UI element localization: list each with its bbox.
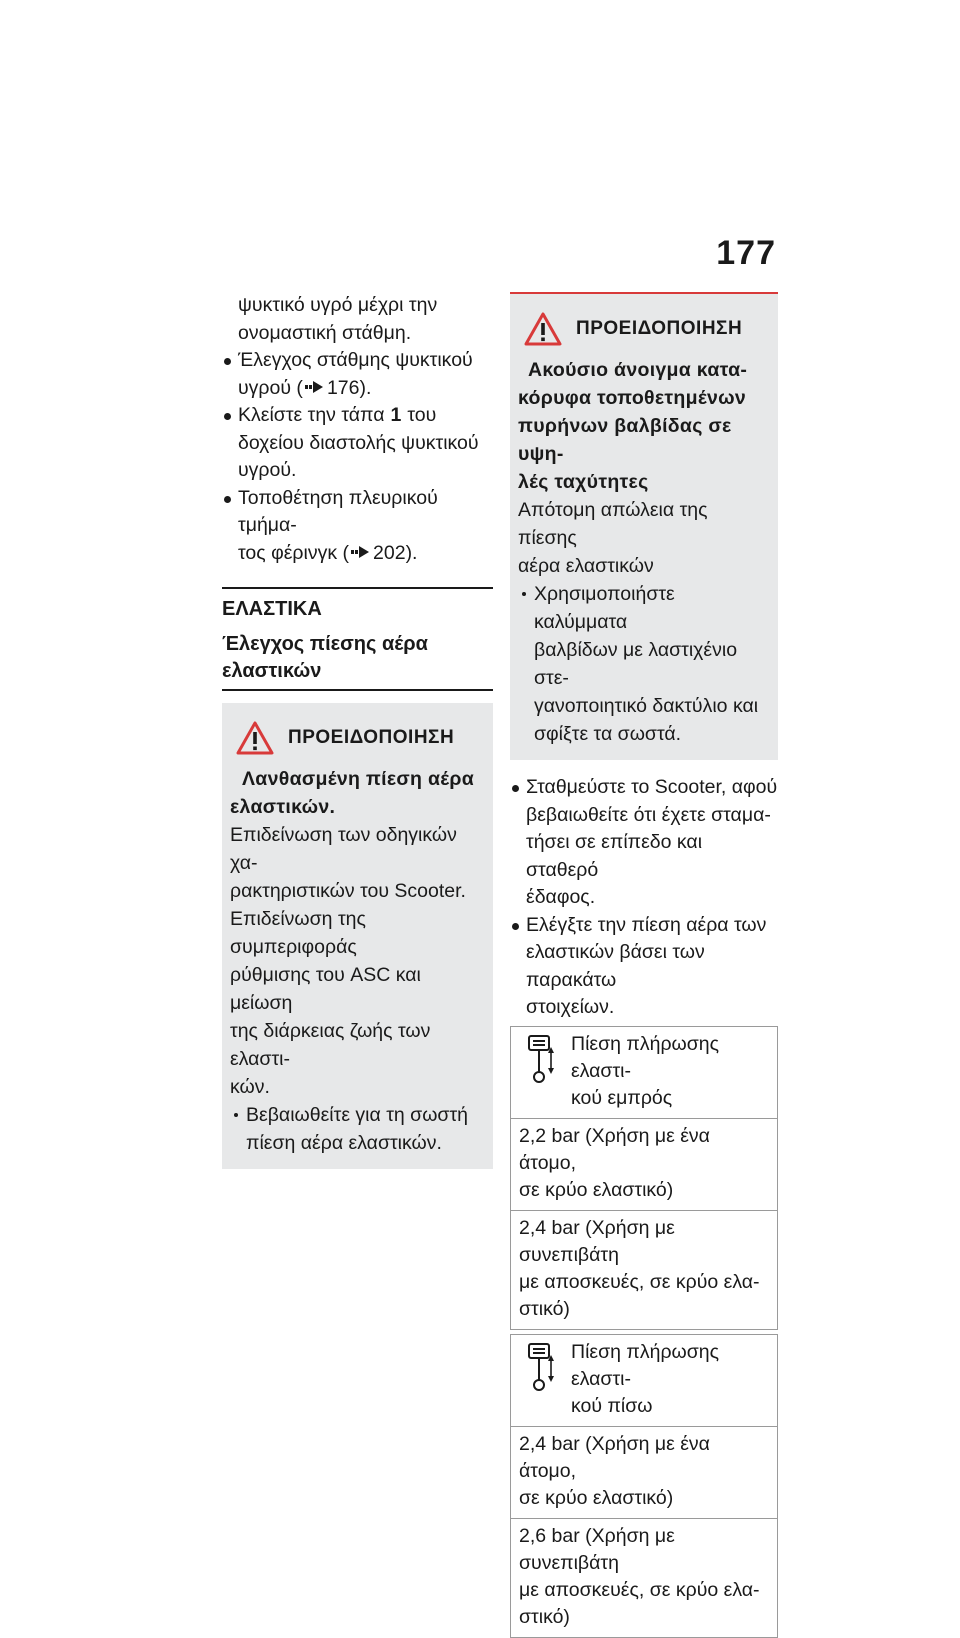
bullet-coolant-level: Έλεγχος στάθμης ψυκτικού υγρού ( 176).: [222, 347, 493, 402]
table-row: 2,4 bar (Χρήση με ένα άτομο, σε κρύο ελαστικό): [511, 1426, 777, 1518]
page-reference[interactable]: 202: [373, 541, 406, 564]
bullet-park-scooter: Σταθμεύστε το Scooter, αφού βεβαιωθείτε ότι έχετε σταμα- τήσει σε επίπεδο και σταθερό έδαφος.: [510, 774, 778, 912]
table-header: Πίεση πλήρωσης ελαστι- κού πίσω: [511, 1335, 777, 1426]
front-tire-pressure-table: [510, 1026, 778, 1330]
warning-title: Ακούσιο άνοιγμα κατα- κόρυφα τοποθετημένων πυρήνων βαλβίδας σε υψη- λές ταχύτητες: [518, 359, 748, 493]
reference-arrow-icon: [351, 546, 369, 558]
warning-title: Λανθασμένη πίεση αέρα ελαστικών.: [230, 768, 475, 818]
warning-triangle-icon: [236, 721, 274, 755]
callout-number: 1: [390, 404, 402, 426]
warning-action: Χρησιμοποιήστε καλύμματα βαλβίδων με λαστιχένιο στε- γανοποιητικό δακτύλιο και σφίξτε τα σωστά.: [518, 580, 770, 748]
tire-pressure-icon: [523, 1033, 557, 1085]
table-row: 2,4 bar (Χρήση με συνεπιβάτη με αποσκευές, σε κρύο ελα- στικό): [511, 1210, 777, 1329]
rear-tire-pressure-table: [510, 1334, 778, 1638]
subsection-title: Έλεγχος πίεσης αέρα ελαστικών: [222, 633, 428, 682]
reference-arrow-icon: [305, 381, 323, 393]
tire-pressure-icon: [523, 1341, 557, 1393]
continuation-text: ψυκτικό υγρό μέχρι την ονομαστική στάθμη.: [238, 294, 438, 344]
warning-box-valve-cores: [510, 292, 778, 760]
bullet-check-pressure: Ελέγξτε την πίεση αέρα των ελαστικών βάσει των παρακάτω στοιχείων.: [510, 912, 778, 1022]
table-row: 2,2 bar (Χρήση με ένα άτομο, σε κρύο ελαστικό): [511, 1118, 777, 1210]
warning-text: Απότομη απώλεια της πίεσης αέρα ελαστικών: [518, 499, 708, 577]
table-row: 2,6 bar (Χρήση με συνεπιβάτη με αποσκευές, σε κρύο ελα- στικό): [511, 1518, 777, 1637]
subsection-divider: [222, 689, 493, 691]
bullet-side-fairing: Τοποθέτηση πλευρικού τμήμα- τος φέρινγκ ( 202).: [222, 485, 493, 568]
page-number: 177: [716, 234, 776, 272]
section-divider: [222, 587, 493, 589]
section-title: ΕΛΑΣΤΙΚΑ: [222, 598, 322, 620]
warning-label: ΠΡΟΕΙΔΟΠΟΙΗΣΗ: [288, 727, 455, 748]
warning-label: ΠΡΟΕΙΔΟΠΟΙΗΣΗ: [576, 318, 743, 339]
warning-triangle-icon: [524, 312, 562, 346]
bullet-close-cap: Κλείστε την τάπα 1 του δοχείου διαστολής ψυκτικού υγρού.: [222, 402, 493, 485]
right-column: [510, 292, 778, 1638]
page-reference[interactable]: 176: [326, 376, 360, 399]
left-column: [222, 292, 493, 1169]
warning-text: Επιδείνωση των οδηγικών χα- ρακτηριστικών του Scooter. Επιδείνωση της συμπεριφοράς ρύθμισης του ASC και μείωση της διάρκειας ζωής των ελαστι- κών.: [230, 824, 466, 1098]
warning-action: Βεβαιωθείτε για τη σωστή πίεση αέρα ελαστικών.: [230, 1101, 485, 1157]
table-header: Πίεση πλήρωσης ελαστι- κού εμπρός: [511, 1027, 777, 1118]
warning-box-tire-pressure: [222, 703, 493, 1169]
